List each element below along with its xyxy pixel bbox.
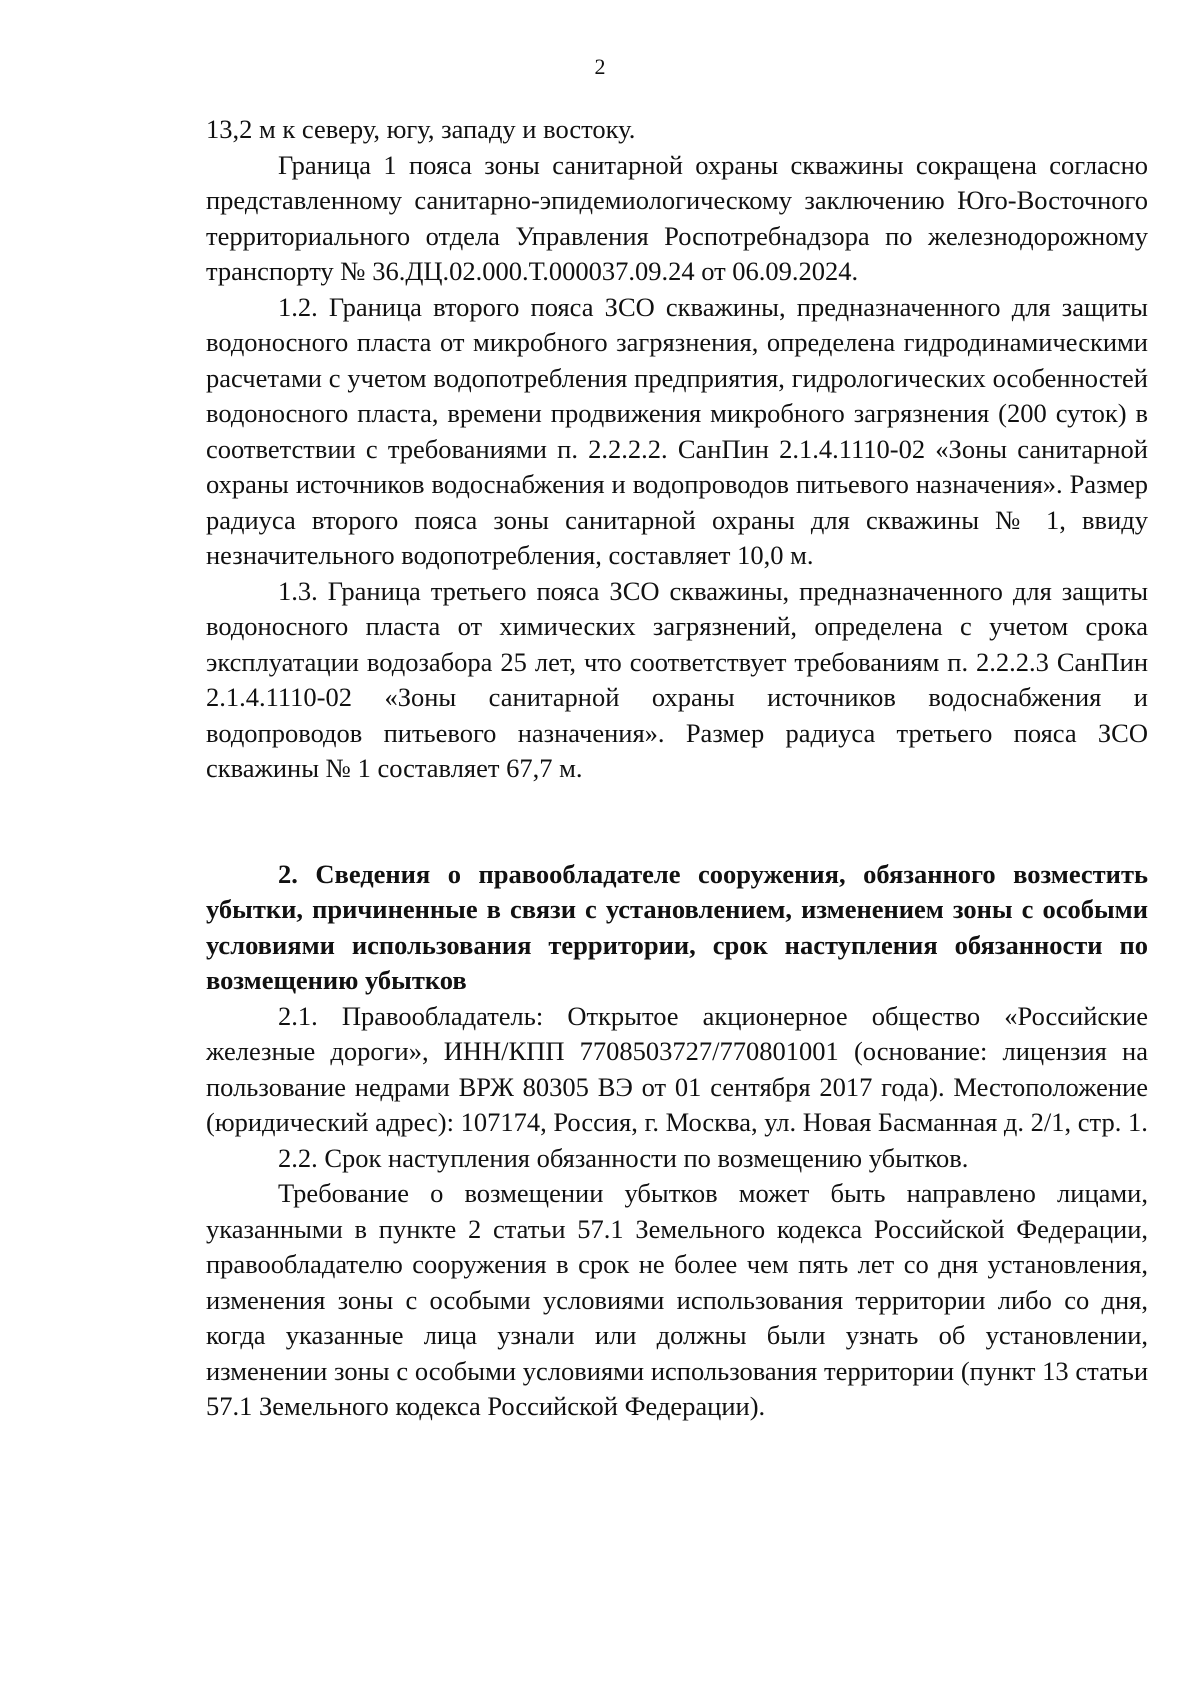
document-body — [206, 112, 1148, 1425]
paragraph-2-1: 2.1. Правообладатель: Открытое акционерное общество «Российские железные дороги», ИНН/КПП 7708503727/770801001 (основание: лицензия на пользование недрами ВРЖ 80305 ВЭ от 01 сентября 2017 года). Местоположение (юридический адрес): 107174, Россия, г. Москва, ул. Новая Басманная д. 2/1, стр. 1. — [206, 1000, 1148, 1137]
paragraph-1-2: 1.2. Граница второго пояса ЗСО скважины, предназначенного для защиты водоносного пласта от микробного загрязнения, определена гидродинамическими расчетами с учетом водопотребления предприятия, гидрологических особенностей водоносного пласта, времени продвижения микробного загрязнения (200 суток) в соответствии с требованиями п. 2.2.2.2. СанПин 2.1.4.1110-02 «Зоны санитарной охраны источников водоснабжения и водопроводов питьевого назначения». Размер радиуса второго пояса зоны санитарной охраны для скважины № 1, ввиду незначительного водопотребления, составляет 10,0 м. — [206, 291, 1148, 570]
section-spacer — [206, 787, 1148, 857]
paragraph-zone1-reduction: Граница 1 пояса зоны санитарной охраны скважины сокращена согласно представленному санитарно-эпидемиологическому заключению Юго-Восточного территориального отдела Управления Роспотребнадзора по железнодорожному транспорту № 36.ДЦ.02.000.Т.000037.09.24 от 06.09.2024. — [206, 149, 1148, 286]
paragraph-continuation: 13,2 м к северу, югу, западу и востоку. — [206, 114, 636, 144]
paragraph-1-3: 1.3. Граница третьего пояса ЗСО скважины, предназначенного для защиты водоносного пласта от химических загрязнений, определена с учетом срока эксплуатации водозабора 25 лет, что соответствует требованиям п. 2.2.2.3 СанПин 2.1.4.1110-02 «Зоны санитарной охраны источников водоснабжения и водопроводов питьевого назначения». Размер радиуса третьего пояса ЗСО скважины № 1 составляет 67,7 м. — [206, 575, 1148, 783]
paragraph-2-2: 2.2. Срок наступления обязанности по возмещению убытков. — [278, 1142, 969, 1173]
page-number: 2 — [594, 54, 606, 79]
section-2-heading: 2. Сведения о правообладателе сооружения, обязанного возместить убытки, причиненные в связи с установлением, изменением зоны с особыми условиями использования территории, срок наступления обязанности по возмещению убытков — [206, 858, 1148, 995]
paragraph-claim-requirement: Требование о возмещении убытков может быть направлено лицами, указанными в пункте 2 статьи 57.1 Земельного кодекса Российской Федерации, правообладателю сооружения в срок не более чем пять лет со дня установления, изменения зоны с особыми условиями использования территории либо со дня, когда указанные лица узнали или должны были узнать об установлении, изменении зоны с особыми условиями использования территории (пункт 13 статьи 57.1 Земельного кодекса Российской Федерации). — [206, 1178, 1148, 1421]
